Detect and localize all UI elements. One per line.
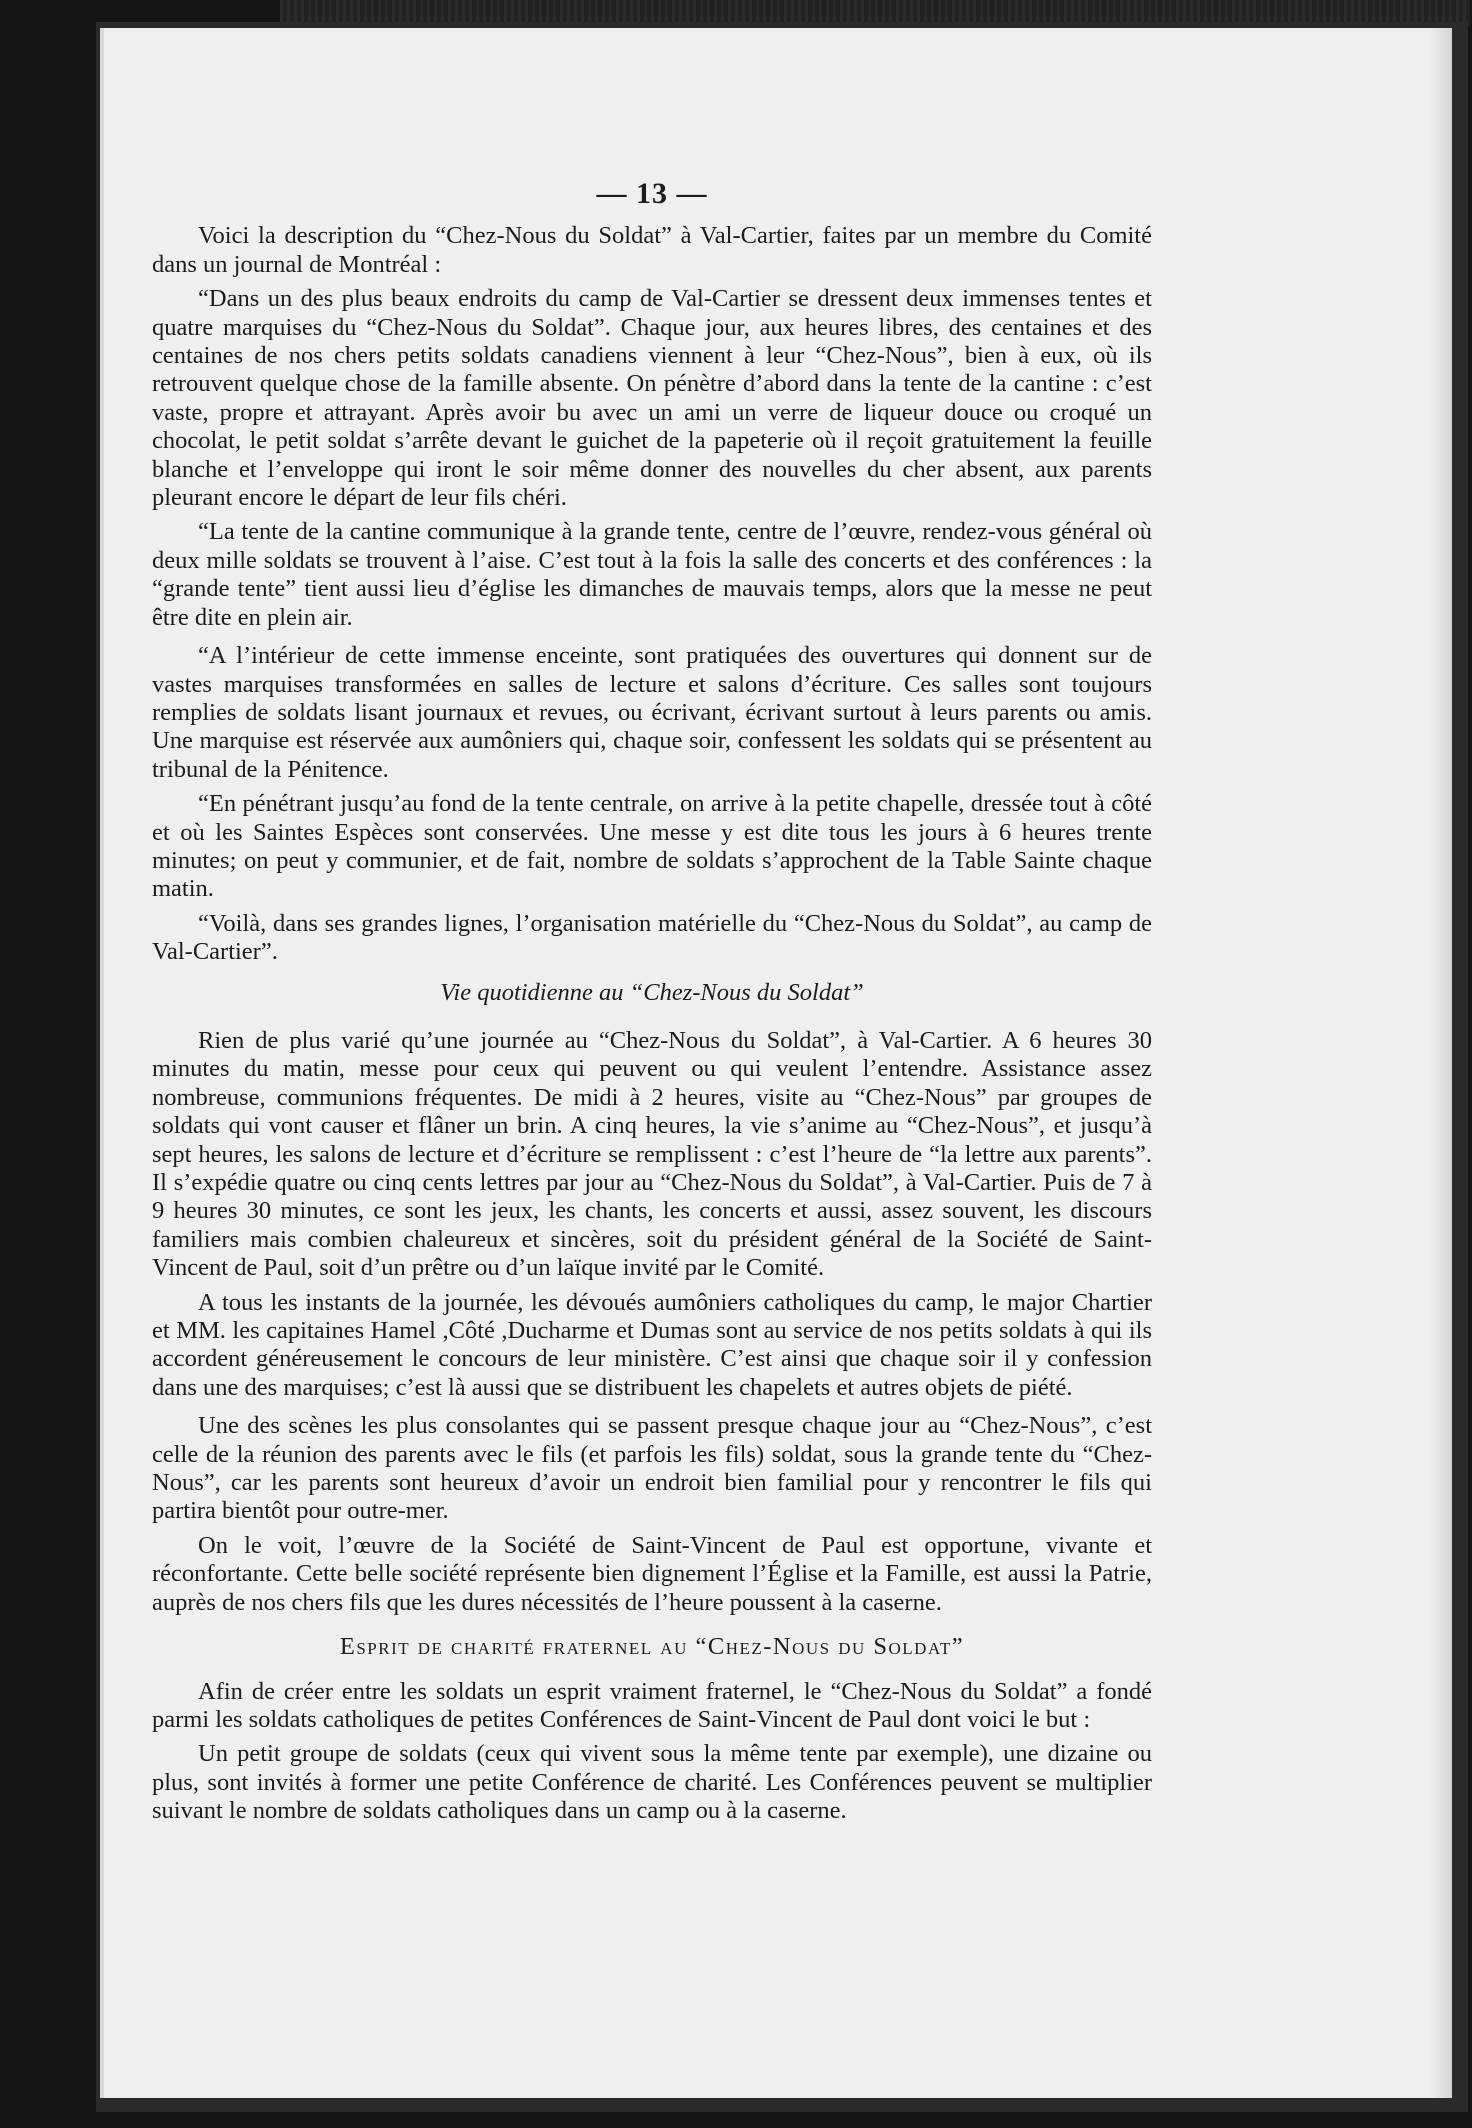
- section-heading-daily-life: Vie quotidienne au “Chez-Nous du Soldat”: [440, 978, 864, 1006]
- paragraph-chaplains: A tous les instants de la journée, les dévoués aumôniers catholiques du camp, le major Chartier et MM. les capitaines Hamel ,Côté ,Ducharme et Dumas sont au service de nos petits soldats à qui ils accordent généreusement le concours de leur ministère. C’est ainsi que chaque soir il y confession dans une des marquises; c’est là aussi que se distribuent les chapelets et autres objets de piété.: [152, 1288, 1152, 1401]
- paragraph-conferences: Afin de créer entre les soldats un esprit vraiment fraternel, le “Chez-Nous du Soldat” a fondé parmi les soldats catholiques de petites Conférences de Saint-Vincent de Paul dont voici le but :: [152, 1677, 1152, 1733]
- paragraph-quote-chapel: “En pénétrant jusqu’au fond de la tente centrale, on arrive à la petite chapelle, dressée tout à côté et où les Saintes Espèces sont conservées. Une messe y est dite tous les jours à 6 heures trente minutes; on peut y communier, et de fait, nombre de soldats s’approchent de la Table Sainte chaque matin.: [152, 790, 1152, 903]
- page-edge: [1430, 28, 1452, 2098]
- paragraph-quote-marquises: “A l’intérieur de cette immense enceinte, sont pratiquées des ouvertures qui donnent sur de vastes marquises transformées en salles de lecture et salons d’écriture. Ces salles sont toujours remplies de soldats lisant journaux et revues, ou écrivant, écrivant surtout à leurs parents ou amis. Une marquise est réservée aux aumôniers qui, chaque soir, confessent les soldats qui se présentent au tribunal de la Pénitence.: [152, 642, 1152, 783]
- paragraph-quote-tents: “Dans un des plus beaux endroits du camp de Val-Cartier se dressent deux immenses tentes et quatre marquises du “Chez-Nous du Soldat”. Chaque jour, aux heures libres, des centaines et des centaines de nos chers petits soldats canadiens viennent à leur “Chez-Nous”, bien à eux, où ils retrouvent quelque chose de la famille absente. On pénètre d’abord dans la tente de la cantine : c’est vaste, propre et attrayant. Après avoir bu avec un ami un verre de liqueur douce ou croqué un chocolat, le petit soldat s’arrête devant le guichet de la papeterie où il reçoit gratuitement la feuille blanche et l’enveloppe qui iront le soir même donner des nouvelles du cher absent, aux parents pleurant encore le départ de leur fils chéri.: [152, 285, 1152, 512]
- section-heading-charity: Esprit de charité fraternel au “Chez-Nous du Soldat”: [339, 1633, 965, 1661]
- page-number: — 13 —: [596, 177, 708, 210]
- paragraph-small-groups: Un petit groupe de soldats (ceux qui vivent sous la même tente par exemple), une dizaine ou plus, sont invités à former une petite Conférence de charité. Les Conférences peuvent se multiplier suivant le nombre de soldats catholiques dans un camp ou à la caserne.: [152, 1740, 1152, 1825]
- paragraph-society-work: On le voit, l’œuvre de la Société de Saint-Vincent de Paul est opportune, vivante et réconfortante. Cette belle société représente bien dignement l’Église et la Famille, est aussi la Patrie, auprès de nos chers fils que les dures nécessités de l’heure poussent à la caserne.: [152, 1531, 1152, 1616]
- paragraph-quote-summary: “Voilà, dans ses grandes lignes, l’organisation matérielle du “Chez-Nous du Soldat”, au camp de Val-Cartier”.: [152, 909, 1152, 966]
- paragraph-intro: Voici la description du “Chez-Nous du Soldat” à Val-Cartier, faites par un membre du Comité dans un journal de Montréal :: [152, 222, 1152, 278]
- paragraph-daily-schedule: Rien de plus varié qu’une journée au “Chez-Nous du Soldat”, à Val-Cartier. A 6 heures 30 minutes du matin, messe pour ceux qui peuvent ou qui veulent l’entendre. Assistance assez nombreuse, communions fréquentes. De midi à 2 heures, visite au “Chez-Nous” par groupes de soldats qui vont causer et flâner un brin. A cinq heures, la vie s’anime au “Chez-Nous”, et jusqu’à sept heures, les salons de lecture et d’écriture se remplissent : c’est l’heure de “la lettre aux parents”. Il s’expédie quatre ou cinq cents lettres par jour au “Chez-Nous du Soldat”, à Val-Cartier. Puis de 7 à 9 heures 30 minutes, ce sont les jeux, les chants, les concerts et aussi, assez souvent, les discours familiers mais combien chaleureux et sincères, soit du président général de la Société de Saint-Vincent de Paul, soit d’un prêtre ou d’un laïque invité par le Comité.: [152, 1026, 1152, 1282]
- paragraph-family-reunions: Une des scènes les plus consolantes qui se passent presque chaque jour au “Chez-Nous”, c’est celle de la réunion des parents avec le fils (et parfois les fils) soldat, sous la grande tente du “Chez-Nous”, car les parents sont heureux d’avoir un endroit bien familial pour y rencontrer le fils qui partira bientôt pour outre-mer.: [152, 1412, 1152, 1525]
- paragraph-quote-canteen: “La tente de la cantine communique à la grande tente, centre de l’œuvre, rendez-vous général où deux mille soldats se trouvent à l’aise. C’est tout à la fois la salle des concerts et des conférences : la “grande tente” tient aussi lieu d’église les dimanches de mauvais temps, alors que la messe ne peut être dite en plein air.: [152, 518, 1152, 631]
- text-column: [152, 177, 1152, 1832]
